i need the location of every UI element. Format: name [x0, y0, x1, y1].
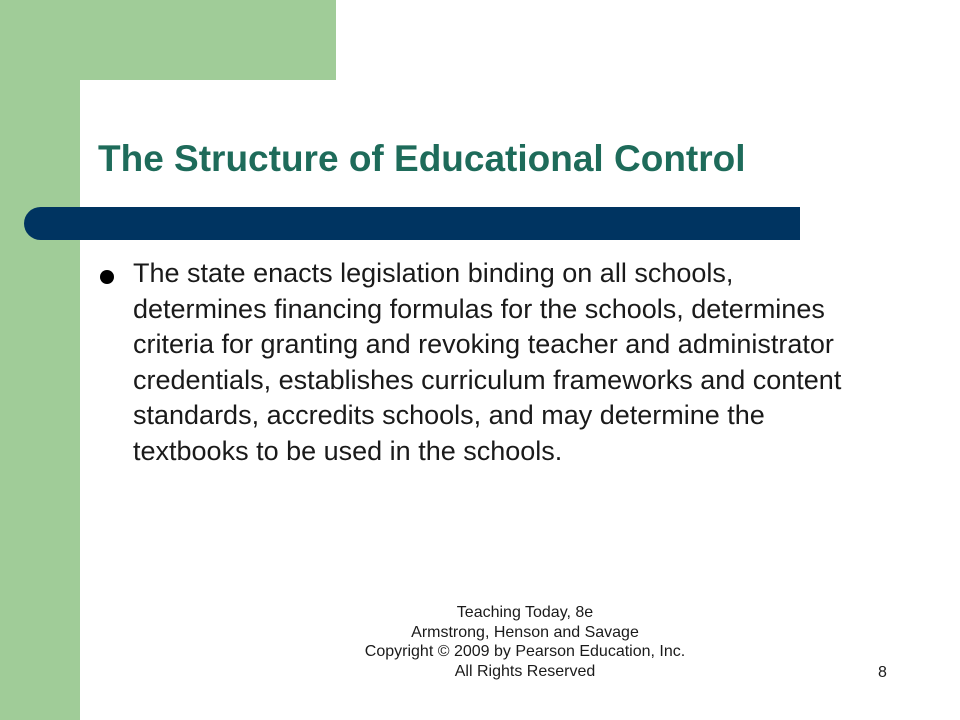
bullet-dot-icon — [100, 270, 114, 284]
footer-line: Teaching Today, 8e — [456, 604, 594, 621]
side-green-bar — [0, 0, 80, 720]
footer-line: Armstrong, Henson and Savage — [411, 623, 639, 641]
bullet-item — [100, 256, 860, 469]
title-divider-bar — [24, 207, 800, 240]
top-green-block — [0, 0, 336, 80]
bullet-text: The state enacts legislation binding on all schools, determines financing formulas for the schools, determines criteria for granting and revoking teacher and administrator credentials, establishes curriculum frameworks and content standards, accredits schools, and may determine the textbooks to be used in the schools. — [133, 258, 842, 466]
bullet-list — [100, 256, 860, 469]
footer-line: Copyright © 2009 by Pearson Education, Inc. — [364, 643, 686, 660]
footer-line: All Rights Reserved — [454, 662, 596, 680]
slide-title: The Structure of Educational Control — [98, 138, 746, 179]
page-number: 8 — [878, 664, 887, 681]
footer-credits — [300, 603, 750, 681]
